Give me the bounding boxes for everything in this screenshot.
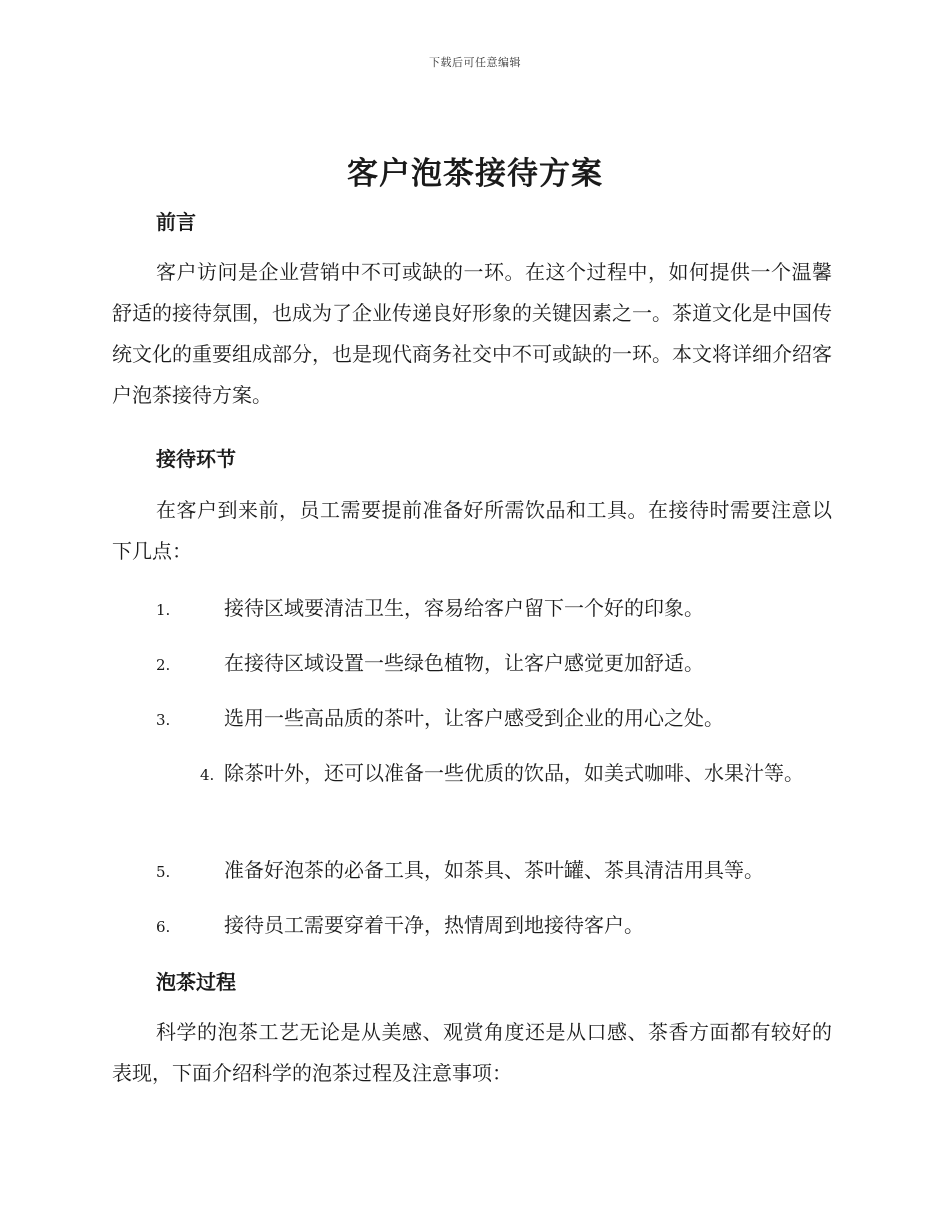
preface-paragraph: 客户访问是企业营销中不可或缺的一环。在这个过程中，如何提供一个温馨舒适的接待氛围，也成为了企业传递良好形象的关键因素之一。茶道文化是中国传统文化的重要组成部分，也是现代商务社交中不可或缺的一环。本文将详细介绍客户泡茶接待方案。 — [112, 260, 832, 407]
list-text: 准备好泡茶的必备工具，如茶具、茶叶罐、茶具清洁用具等。 — [224, 858, 764, 882]
list-number: 5. — [156, 863, 171, 881]
section-heading-reception: 接待环节 — [156, 447, 236, 471]
list-item — [112, 697, 832, 741]
list-text: 在接待区域设置一些绿色植物，让客户感觉更加舒适。 — [224, 651, 704, 675]
reception-paragraph: 在客户到来前，员工需要提前准备好所需饮品和工具。在接待时需要注意以下几点： — [112, 498, 832, 563]
list-number: 4. — [200, 766, 215, 784]
list-number: 2. — [156, 656, 171, 674]
document-title: 客户泡茶接待方案 — [347, 156, 603, 192]
list-number: 6. — [156, 918, 171, 936]
list-text: 选用一些高品质的茶叶，让客户感受到企业的用心之处。 — [224, 706, 724, 730]
section-heading-preface: 前言 — [156, 210, 196, 234]
list-item — [112, 752, 832, 796]
list-item — [112, 904, 832, 948]
list-number: 3. — [156, 711, 171, 729]
list-item — [112, 587, 832, 631]
page-header: 下载后可任意编辑 — [429, 56, 521, 69]
brewing-paragraph: 科学的泡茶工艺无论是从美感、观赏角度还是从口感、茶香方面都有较好的表现，下面介绍科学的泡茶过程及注意事项： — [112, 1020, 832, 1085]
list-number: 1. — [156, 601, 171, 619]
list-text: 接待区域要清洁卫生，容易给客户留下一个好的印象。 — [224, 596, 704, 620]
list-text: 除茶叶外，还可以准备一些优质的饮品，如美式咖啡、水果汁等。 — [224, 761, 804, 785]
list-text: 接待员工需要穿着干净，热情周到地接待客户。 — [224, 913, 644, 937]
list-item — [112, 849, 832, 893]
section-heading-brewing: 泡茶过程 — [156, 970, 236, 994]
list-item — [112, 642, 832, 686]
